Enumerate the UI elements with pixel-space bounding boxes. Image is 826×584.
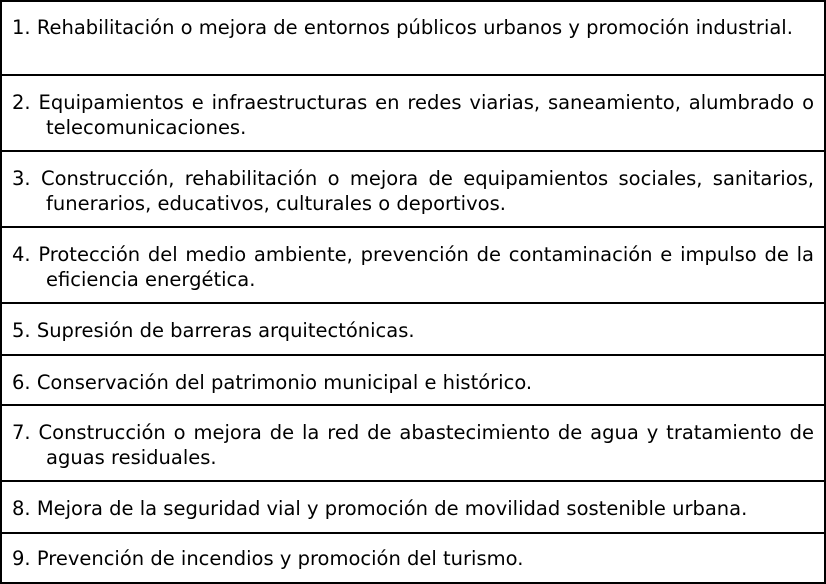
list-item — [2, 354, 824, 404]
list-item-text — [12, 496, 814, 521]
list-item-label: Mejora de la seguridad vial y promoción de movilidad sostenible urbana. — [36, 497, 748, 520]
list-item-number: 8. — [12, 497, 31, 520]
list-item — [2, 150, 824, 226]
list-item-number: 9. — [12, 547, 31, 570]
list-item-number: 7. — [12, 421, 31, 444]
list-item-label: Rehabilitación o mejora de entornos públicos urbanos y promoción industrial. — [36, 16, 793, 39]
list-item-text — [12, 318, 814, 343]
list-item-text — [12, 370, 814, 395]
list-item-text — [12, 90, 814, 140]
list-item — [2, 532, 824, 584]
list-item-text — [12, 166, 814, 216]
list-item-label: Prevención de incendios y promoción del turismo. — [36, 547, 524, 570]
list-item-text — [12, 420, 814, 470]
list-item-number: 3. — [12, 167, 31, 190]
list-item — [2, 226, 824, 302]
list-item-number: 4. — [12, 243, 31, 266]
list-item-text — [12, 15, 814, 40]
list-item — [2, 0, 824, 74]
list-item — [2, 302, 824, 354]
list-item-label: Protección del medio ambiente, prevención de contaminación e impulso de la eficiencia energética. — [38, 243, 814, 291]
list-item-text — [12, 242, 814, 292]
list-item-label: Supresión de barreras arquitectónicas. — [36, 319, 415, 342]
list-item-number: 5. — [12, 319, 31, 342]
list-item-label: Construcción o mejora de la red de abastecimiento de agua y tratamiento de aguas residuales. — [38, 421, 815, 469]
list-item-label: Conservación del patrimonio municipal e histórico. — [36, 371, 533, 394]
list-item-label: Construcción, rehabilitación o mejora de equipamientos sociales, sanitarios, funerarios, educativos, culturales o deportivos. — [40, 167, 815, 215]
list-item — [2, 74, 824, 150]
list-item-text — [12, 546, 814, 571]
list-item-label: Equipamientos e infraestructuras en redes viarias, saneamiento, alumbrado o telecomunicaciones. — [38, 91, 815, 139]
list-item — [2, 404, 824, 480]
list-item-number: 2. — [12, 91, 31, 114]
list-item-number: 6. — [12, 371, 31, 394]
list-item-number: 1. — [12, 16, 31, 39]
list-item — [2, 480, 824, 532]
